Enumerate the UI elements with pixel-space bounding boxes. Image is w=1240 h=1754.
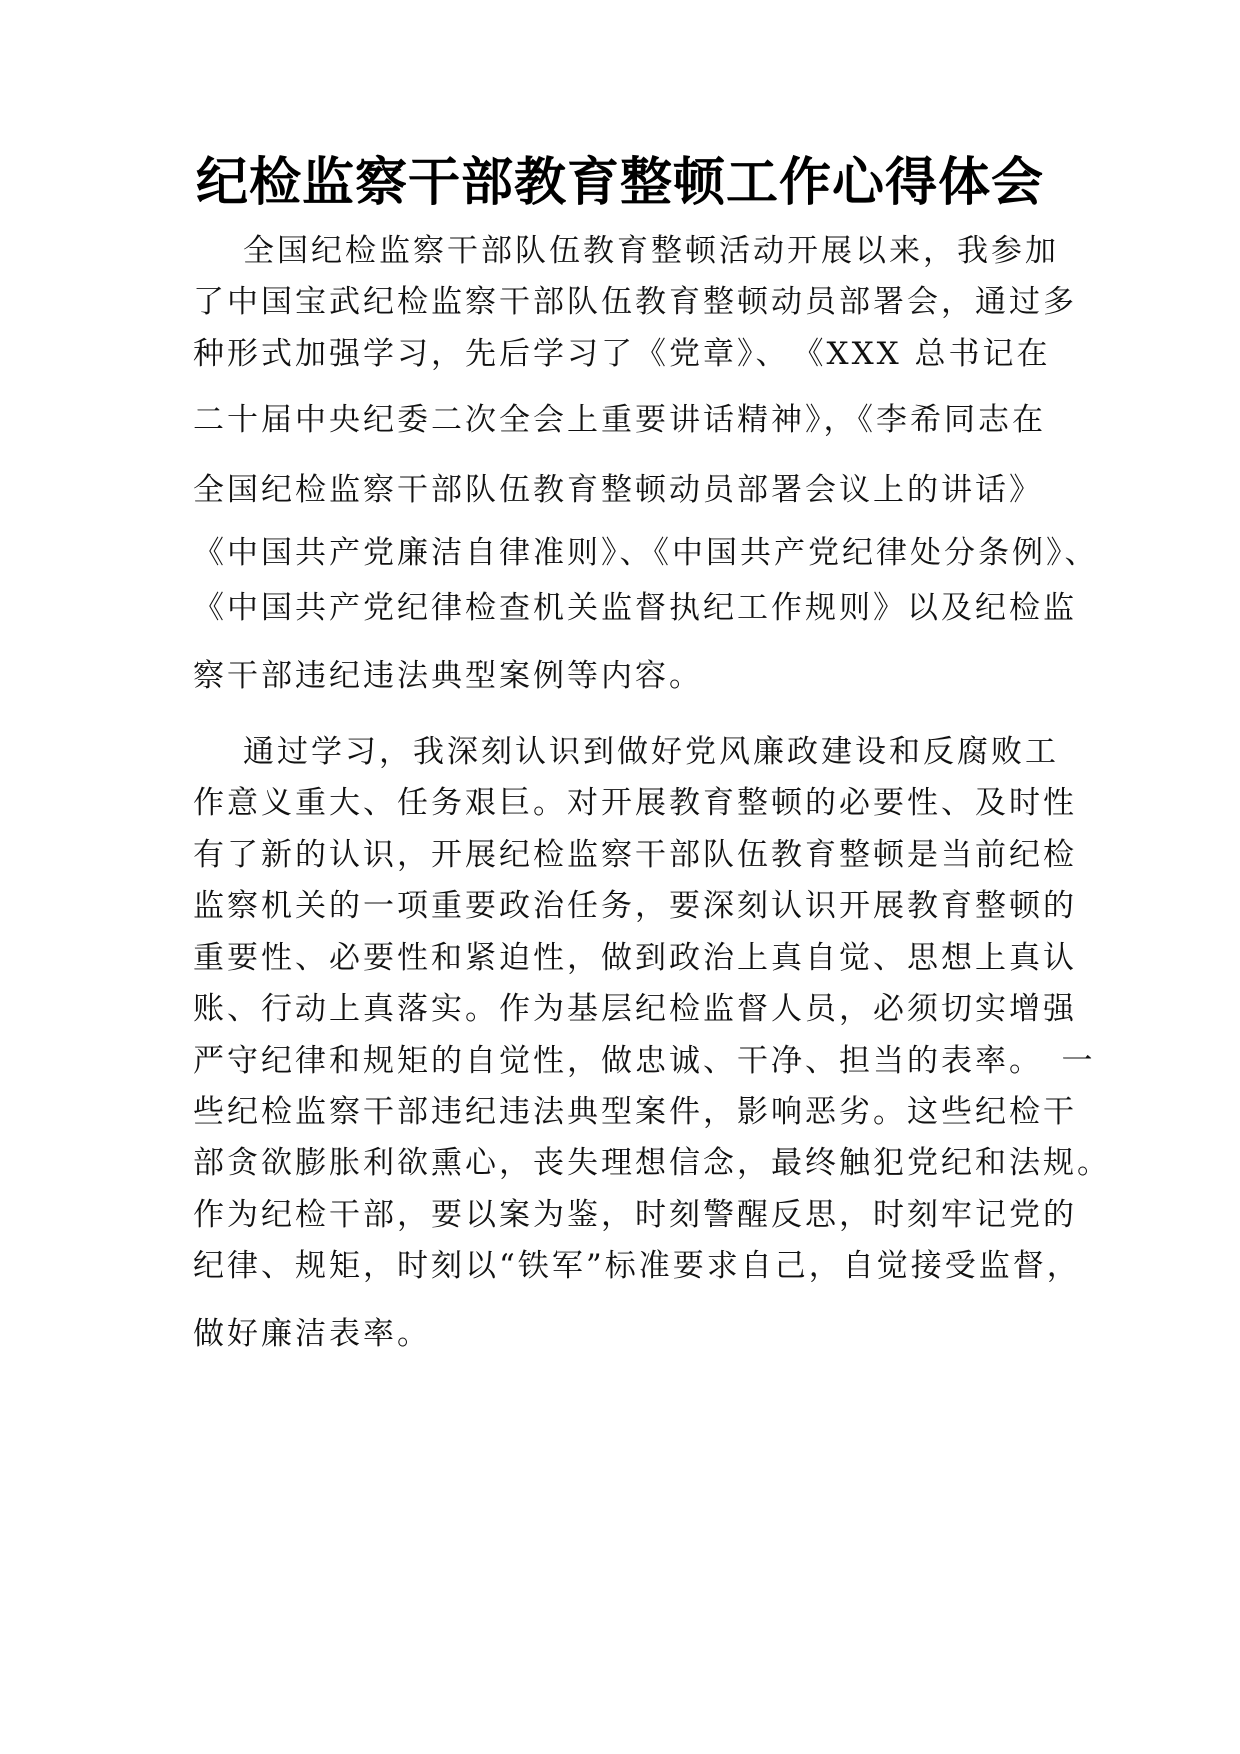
paragraph-2-line-3: 有了新的认识，开展纪检监察干部队伍教育整顿是当前纪检 [193,837,1077,873]
paragraph-2-line-9: 部贪欲膨胀利欲熏心，丧失理想信念，最终触犯党纪和法规。 [193,1145,1111,1181]
paragraph-2-line-5: 重要性、必要性和紧迫性，做到政治上真自觉、思想上真认 [193,940,1077,976]
document-title: 纪检监察干部教育整顿工作心得体会 [195,153,1044,213]
paragraph-2-line-10: 作为纪检干部，要以案为鉴，时刻警醒反思，时刻牢记党的 [193,1197,1077,1233]
paragraph-2-line-8: 些纪检监察干部违纪违法典型案件，影响恶劣。这些纪检干 [193,1094,1077,1130]
paragraph-2-line-1: 通过学习，我深刻认识到做好党风廉政建设和反腐败工 [243,734,1059,770]
paragraph-1-line-4: 二十届中央纪委二次全会上重要讲话精神》，《李希同志在 [193,402,1046,438]
paragraph-2-line-12: 做好廉洁表率。 [193,1316,431,1352]
paragraph-2-line-2: 作意义重大、任务艰巨。对开展教育整顿的必要性、及时性 [193,785,1077,821]
paragraph-2-line-6: 账、行动上真落实。作为基层纪检监督人员，必须切实增强 [193,991,1077,1027]
paragraph-1-line-8: 察干部违纪违法典型案例等内容。 [193,658,703,694]
paragraph-1-line-2: 了中国宝武纪检监察干部队伍教育整顿动员部署会，通过多 [193,284,1077,320]
paragraph-2-line-7: 严守纪律和规矩的自觉性，做忠诚、干净、担当的表率。 一 [193,1043,1096,1079]
paragraph-1-line-5: 全国纪检监察干部队伍教育整顿动员部署会议上的讲话》 [193,472,1043,508]
paragraph-1-line-1: 全国纪检监察干部队伍教育整顿活动开展以来，我参加 [243,233,1059,269]
paragraph-1-line-6: 《中国共产党廉洁自律准则》、《中国共产党纪律处分条例》、 [193,535,1099,571]
paragraph-2-line-4: 监察机关的一项重要政治任务，要深刻认识开展教育整顿的 [193,888,1077,924]
paragraph-2-line-11: 纪律、规矩，时刻以“铁军”标准要求自己，自觉接受监督， [193,1248,1081,1284]
paragraph-1-line-3: 种形式加强学习，先后学习了《党章》、 《XXX 总书记在 [193,336,1051,372]
paragraph-1-line-7: 《中国共产党纪律检查机关监督执纪工作规则》以及纪检监 [193,590,1077,626]
